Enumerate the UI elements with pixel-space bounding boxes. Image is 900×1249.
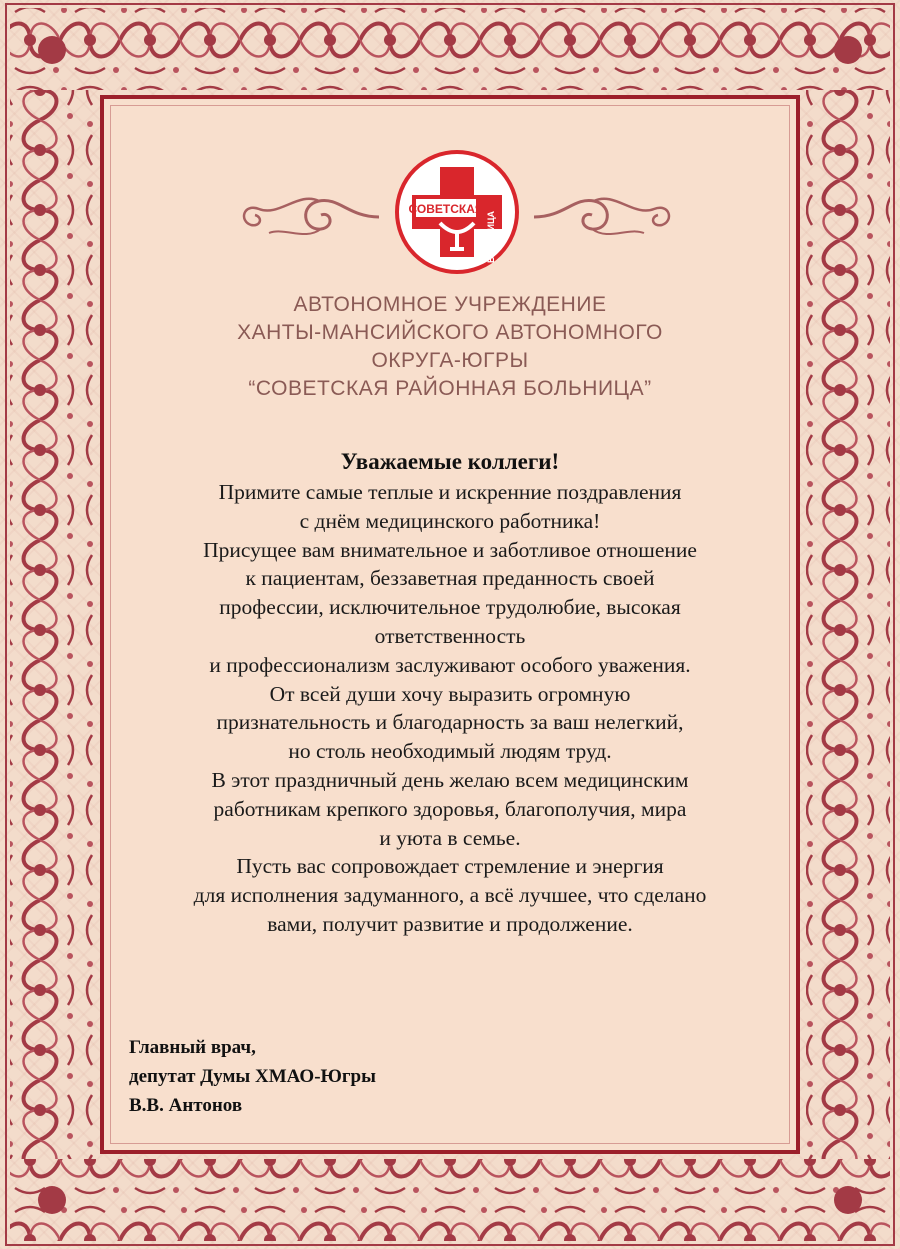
text-line: Пусть вас сопровождает стремление и энергия bbox=[236, 854, 664, 879]
text-line: профессии, исключительное трудолюбие, высокая bbox=[219, 595, 681, 620]
text-line: и профессионализм заслуживают особого уважения. bbox=[209, 652, 691, 677]
signature-line: депутат Думы ХМАО-Югры bbox=[129, 1066, 376, 1087]
signature-line: Главный врач, bbox=[129, 1037, 256, 1058]
org-line: АВТОНОМНОЕ УЧРЕЖДЕНИЕ bbox=[293, 293, 607, 316]
hospital-logo bbox=[394, 149, 520, 275]
text-line: От всей души хочу выразить огромную bbox=[269, 681, 631, 706]
text-line: для исполнения задуманного, а всё лучшее, что сделано bbox=[193, 883, 707, 908]
left-swirl-ornament bbox=[229, 187, 379, 247]
congratulation-text bbox=[104, 478, 796, 939]
greeting-heading: Уважаемые коллеги! bbox=[340, 449, 560, 474]
text-line: вами, получит развитие и продолжение. bbox=[267, 911, 633, 936]
text-line: В этот праздничный день желаю всем медицинским bbox=[211, 767, 689, 792]
signature-line: В.В. Антонов bbox=[129, 1095, 243, 1116]
text-line: Присущее вам внимательное и заботливое отношение bbox=[203, 537, 697, 562]
text-line: но столь необходимый людям труд. bbox=[288, 739, 612, 764]
text-line: признательность и благодарность за ваш нелегкий, bbox=[216, 710, 684, 735]
text-line: к пациентам, беззаветная преданность своей bbox=[245, 566, 655, 591]
text-line: работникам крепкого здоровья, благополучия, мира bbox=[213, 796, 687, 821]
content-panel bbox=[100, 95, 800, 1154]
org-line: “СОВЕТСКАЯ РАЙОННАЯ БОЛЬНИЦА” bbox=[248, 377, 652, 400]
logo-text-top: СОВЕТСКАЯ bbox=[408, 202, 484, 216]
right-swirl-ornament bbox=[534, 187, 684, 247]
logo-text-bottom: БОЛЬНИЦА bbox=[486, 210, 496, 264]
logo-row bbox=[104, 139, 796, 289]
org-line: ОКРУГА-ЮГРЫ bbox=[371, 349, 529, 372]
organization-name bbox=[104, 291, 796, 403]
text-line: Примите самые теплые и искренние поздравления bbox=[218, 480, 682, 504]
text-line: и уюта в семье. bbox=[379, 825, 521, 850]
text-line: ответственность bbox=[374, 623, 526, 648]
text-line: с днём медицинского работника! bbox=[299, 508, 601, 533]
org-line: ХАНТЫ-МАНСИЙСКОГО АВТОНОМНОГО bbox=[237, 321, 663, 344]
signature-block bbox=[129, 1033, 376, 1120]
